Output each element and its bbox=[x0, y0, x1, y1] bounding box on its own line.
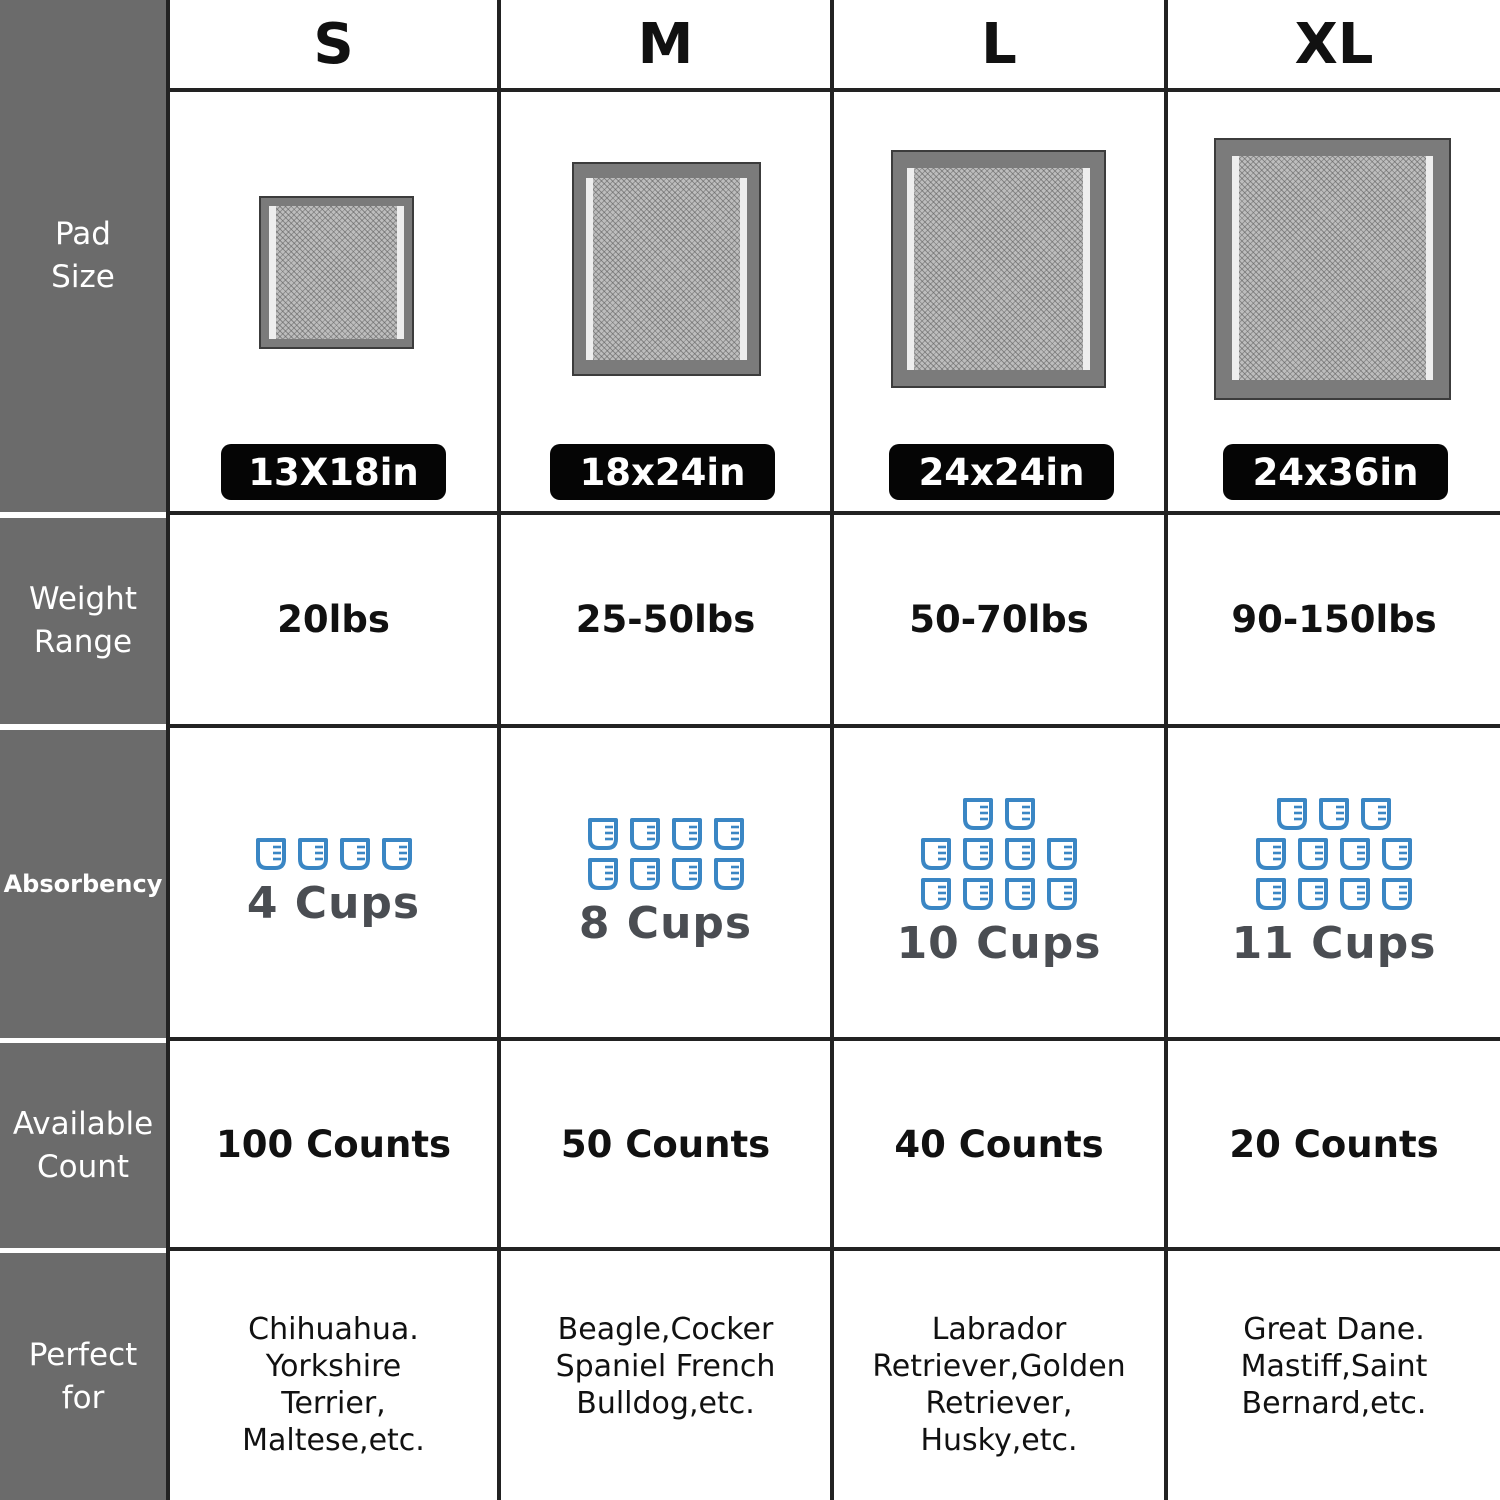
count-cell-xl bbox=[1168, 1041, 1500, 1247]
measuring-cup-icon bbox=[1358, 796, 1394, 832]
measuring-cup-icon bbox=[1316, 796, 1352, 832]
measuring-cup-icon bbox=[1044, 836, 1080, 872]
dimension-badge-l: 24x24in bbox=[889, 444, 1114, 500]
count-cell-l bbox=[834, 1041, 1164, 1247]
weight-cell-xl bbox=[1168, 515, 1500, 724]
count-cell-m bbox=[501, 1041, 830, 1247]
label-available-count: Available Count bbox=[0, 1043, 166, 1248]
measuring-cup-icon bbox=[1295, 836, 1331, 872]
measuring-cup-icon bbox=[669, 856, 705, 892]
measuring-cup-icon bbox=[295, 836, 331, 872]
measuring-cup-icon bbox=[627, 816, 663, 852]
measuring-cup-icon bbox=[1379, 876, 1415, 912]
size-letter: XL bbox=[1294, 11, 1374, 77]
breeds-text: Labrador Retriever,Golden Retriever, Husky,etc. bbox=[872, 1312, 1126, 1458]
label-perfect-for: Perfect for bbox=[0, 1253, 166, 1500]
row-label-column bbox=[0, 0, 166, 1500]
label-pad-size: Pad Size bbox=[0, 0, 166, 512]
weight-value: 90-150lbs bbox=[1231, 598, 1437, 641]
count-cell-s bbox=[170, 1041, 497, 1247]
cup-icon-row bbox=[253, 836, 415, 872]
measuring-cup-icon bbox=[918, 876, 954, 912]
weight-value: 25-50lbs bbox=[575, 598, 756, 641]
pad-illustration-m bbox=[572, 162, 761, 376]
breeds-cell-s bbox=[170, 1251, 497, 1500]
pad-illustration-l bbox=[891, 150, 1106, 388]
measuring-cup-icon bbox=[379, 836, 415, 872]
measuring-cup-icon bbox=[585, 856, 621, 892]
cups-icons bbox=[918, 796, 1080, 912]
size-letter: L bbox=[981, 11, 1017, 77]
cup-icon-row bbox=[585, 816, 747, 852]
breeds-text: Beagle,Cocker Spaniel French Bulldog,etc. bbox=[555, 1312, 776, 1421]
measuring-cup-icon bbox=[711, 816, 747, 852]
grid-line bbox=[166, 88, 1500, 92]
weight-cell-l bbox=[834, 515, 1164, 724]
weight-cell-m bbox=[501, 515, 830, 724]
measuring-cup-icon bbox=[960, 876, 996, 912]
count-value: 20 Counts bbox=[1229, 1122, 1439, 1166]
weight-value: 20lbs bbox=[277, 598, 390, 641]
measuring-cup-icon bbox=[1002, 836, 1038, 872]
cups-icons bbox=[253, 836, 415, 872]
label-absorbency: Absorbency bbox=[0, 730, 166, 1038]
measuring-cup-icon bbox=[1337, 876, 1373, 912]
breeds-text: Chihuahua. Yorkshire Terrier, Maltese,etc. bbox=[242, 1312, 425, 1458]
size-header-xl bbox=[1168, 0, 1500, 88]
size-letter: M bbox=[637, 11, 694, 77]
weight-value: 50-70lbs bbox=[909, 598, 1089, 641]
cup-icon-row bbox=[1274, 796, 1394, 832]
count-value: 100 Counts bbox=[215, 1122, 452, 1166]
breeds-cell-m bbox=[501, 1251, 830, 1500]
count-value: 40 Counts bbox=[894, 1122, 1104, 1166]
label-weight-range: Weight Range bbox=[0, 518, 166, 724]
breeds-text: Great Dane. Mastiff,Saint Bernard,etc. bbox=[1240, 1312, 1428, 1421]
weight-cell-s bbox=[170, 515, 497, 724]
size-header-l bbox=[834, 0, 1164, 88]
measuring-cup-icon bbox=[1295, 876, 1331, 912]
measuring-cup-icon bbox=[337, 836, 373, 872]
measuring-cup-icon bbox=[585, 816, 621, 852]
absorbency-cell-xl bbox=[1168, 728, 1500, 1037]
cup-icon-row bbox=[585, 856, 747, 892]
size-header-s bbox=[170, 0, 497, 88]
cups-label: 10 Cups bbox=[896, 918, 1102, 969]
breeds-cell-l bbox=[834, 1251, 1164, 1500]
cup-icon-row bbox=[918, 876, 1080, 912]
measuring-cup-icon bbox=[1002, 876, 1038, 912]
measuring-cup-icon bbox=[960, 836, 996, 872]
measuring-cup-icon bbox=[1379, 836, 1415, 872]
cup-icon-row bbox=[1253, 876, 1415, 912]
dimension-badge-s: 13X18in bbox=[221, 444, 446, 500]
measuring-cup-icon bbox=[1253, 876, 1289, 912]
measuring-cup-icon bbox=[711, 856, 747, 892]
cups-label: 8 Cups bbox=[578, 898, 753, 949]
dimension-badge-xl: 24x36in bbox=[1223, 444, 1448, 500]
pad-illustration-xl bbox=[1214, 138, 1451, 400]
cup-icon-row bbox=[918, 836, 1080, 872]
measuring-cup-icon bbox=[960, 796, 996, 832]
measuring-cup-icon bbox=[1044, 876, 1080, 912]
dimension-badge-m: 18x24in bbox=[550, 444, 775, 500]
absorbency-cell-l bbox=[834, 728, 1164, 1037]
cup-icon-row bbox=[1253, 836, 1415, 872]
measuring-cup-icon bbox=[1337, 836, 1373, 872]
measuring-cup-icon bbox=[669, 816, 705, 852]
size-letter: S bbox=[313, 11, 354, 77]
count-value: 50 Counts bbox=[560, 1122, 771, 1166]
cups-icons bbox=[1253, 796, 1415, 912]
measuring-cup-icon bbox=[253, 836, 289, 872]
measuring-cup-icon bbox=[1274, 796, 1310, 832]
measuring-cup-icon bbox=[918, 836, 954, 872]
size-header-m bbox=[501, 0, 830, 88]
cups-label: 11 Cups bbox=[1231, 918, 1437, 969]
cups-icons bbox=[585, 816, 747, 892]
absorbency-cell-m bbox=[501, 728, 830, 1037]
measuring-cup-icon bbox=[1002, 796, 1038, 832]
measuring-cup-icon bbox=[1253, 836, 1289, 872]
cup-icon-row bbox=[960, 796, 1038, 832]
breeds-cell-xl bbox=[1168, 1251, 1500, 1500]
cups-label: 4 Cups bbox=[246, 878, 421, 929]
absorbency-cell-s bbox=[170, 728, 497, 1037]
pad-illustration-s bbox=[259, 196, 414, 349]
measuring-cup-icon bbox=[627, 856, 663, 892]
